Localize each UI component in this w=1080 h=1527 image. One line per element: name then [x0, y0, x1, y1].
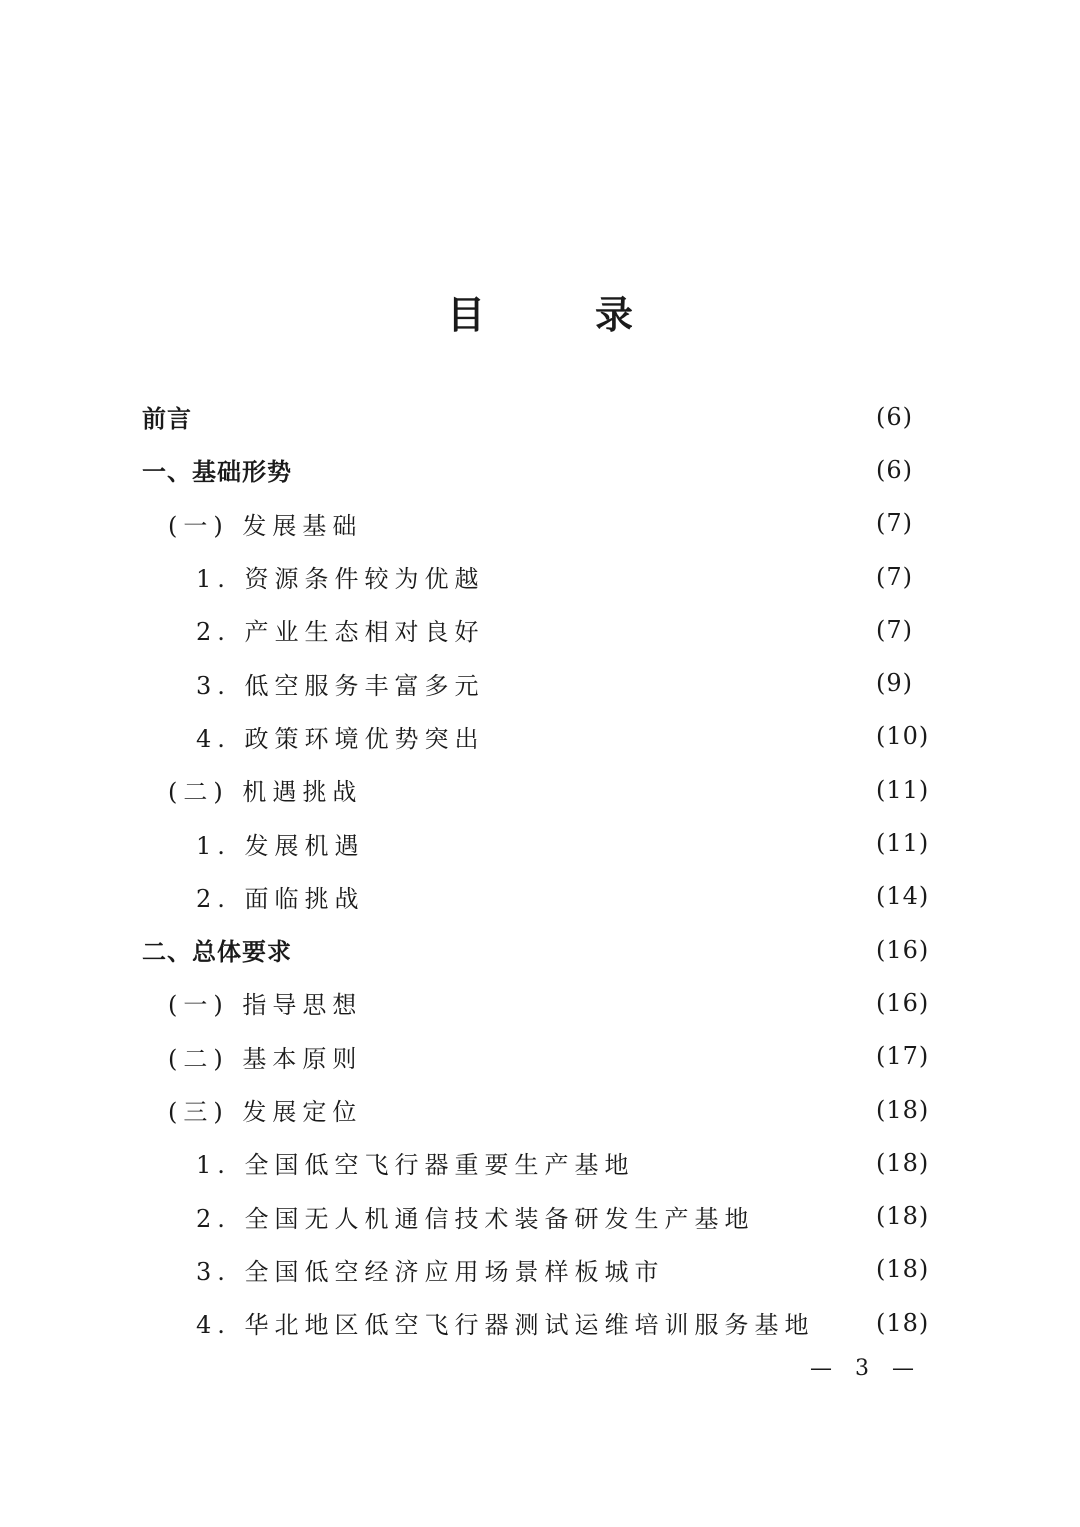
toc-entry-page: (16): [876, 935, 930, 964]
toc-entry-label: 1. 资源条件较为优越: [196, 565, 485, 594]
toc-entry-page: (18): [876, 1255, 930, 1284]
table-of-contents: [0, 390, 1080, 1349]
dot-leader: [491, 724, 862, 748]
toc-entry-label: 2. 产业生态相对良好: [196, 618, 485, 647]
toc-entry-page: (18): [876, 1095, 930, 1124]
toc-entry-page: (7): [876, 562, 913, 591]
toc-entry[interactable]: [0, 923, 1080, 976]
toc-entry-page: (7): [876, 509, 913, 538]
dot-leader: [298, 458, 862, 482]
toc-entry-page: (10): [876, 722, 930, 751]
toc-entry[interactable]: [0, 816, 1080, 869]
toc-entry[interactable]: [0, 1083, 1080, 1136]
page-number: — 3 —: [810, 1356, 922, 1381]
toc-entry-page: (6): [876, 455, 913, 484]
dot-leader: [368, 991, 862, 1015]
dot-leader: [368, 778, 862, 802]
toc-entry-page: (17): [876, 1042, 930, 1071]
toc-entry-label: 2. 面临挑战: [196, 884, 365, 913]
toc-entry-page: (11): [876, 829, 930, 858]
toc-entry[interactable]: [0, 443, 1080, 496]
toc-entry-label: 1. 全国低空飞行器重要生产基地: [196, 1151, 635, 1180]
toc-entry-label: (三) 发展定位: [168, 1098, 363, 1126]
page-title: [0, 280, 1080, 350]
dot-leader: [641, 1151, 862, 1175]
dot-leader: [491, 565, 862, 589]
toc-entry-page: (16): [876, 988, 930, 1017]
toc-entry-label: 2. 全国无人机通信技术装备研发生产基地: [196, 1204, 755, 1233]
toc-entry-label: 前言: [142, 405, 192, 434]
toc-entry-page: (11): [876, 775, 930, 804]
dot-leader: [761, 1204, 862, 1228]
toc-entry-label: 一、基础形势: [142, 458, 292, 487]
toc-entry-page: (18): [876, 1202, 930, 1231]
dot-leader: [821, 1311, 862, 1335]
toc-entry-label: (一) 发展基础: [168, 511, 363, 540]
toc-entry-label: 二、总体要求: [142, 938, 292, 967]
toc-entry[interactable]: [0, 976, 1080, 1029]
toc-entry-label: 1. 发展机遇: [196, 831, 365, 860]
dot-leader: [371, 884, 862, 908]
toc-entry-page: (18): [876, 1308, 930, 1337]
toc-entry-label: 3. 全国低空经济应用场景样板城市: [196, 1257, 665, 1286]
dot-leader: [491, 671, 862, 695]
title-char-2: 录: [595, 293, 634, 337]
toc-entry[interactable]: [0, 1030, 1080, 1083]
toc-entry[interactable]: [0, 603, 1080, 656]
toc-entry[interactable]: [0, 1189, 1080, 1242]
toc-entry[interactable]: [0, 710, 1080, 763]
toc-entry[interactable]: [0, 763, 1080, 816]
dot-leader: [198, 405, 862, 429]
toc-entry-label: 4. 华北地区低空飞行器测试运维培训服务基地: [196, 1311, 815, 1340]
toc-entry[interactable]: [0, 870, 1080, 923]
toc-entry[interactable]: [0, 1296, 1080, 1349]
toc-entry[interactable]: [0, 1243, 1080, 1296]
dot-leader: [371, 831, 862, 855]
toc-entry[interactable]: [0, 497, 1080, 550]
toc-entry-label: 4. 政策环境优势突出: [196, 724, 485, 753]
toc-entry-label: (二) 基本原则: [168, 1044, 363, 1073]
toc-entry-page: (7): [876, 615, 913, 644]
dot-leader: [298, 938, 862, 962]
toc-entry[interactable]: [0, 656, 1080, 709]
dot-leader: [671, 1257, 862, 1281]
toc-entry-label: (一) 指导思想: [168, 991, 363, 1020]
dot-leader: [491, 618, 862, 642]
toc-entry-page: (14): [876, 882, 930, 911]
dot-leader: [368, 511, 862, 535]
toc-entry[interactable]: [0, 1136, 1080, 1189]
title-char-1: 目: [446, 293, 485, 337]
toc-entry[interactable]: [0, 390, 1080, 443]
toc-entry-label: (二) 机遇挑战: [168, 778, 363, 807]
dot-leader: [368, 1044, 862, 1068]
dot-leader: [368, 1098, 862, 1122]
toc-entry-page: (18): [876, 1148, 930, 1177]
toc-entry-label: 3. 低空服务丰富多元: [196, 671, 485, 700]
toc-entry-page: (9): [876, 669, 913, 698]
toc-entry[interactable]: [0, 550, 1080, 603]
toc-entry-page: (6): [876, 402, 913, 431]
